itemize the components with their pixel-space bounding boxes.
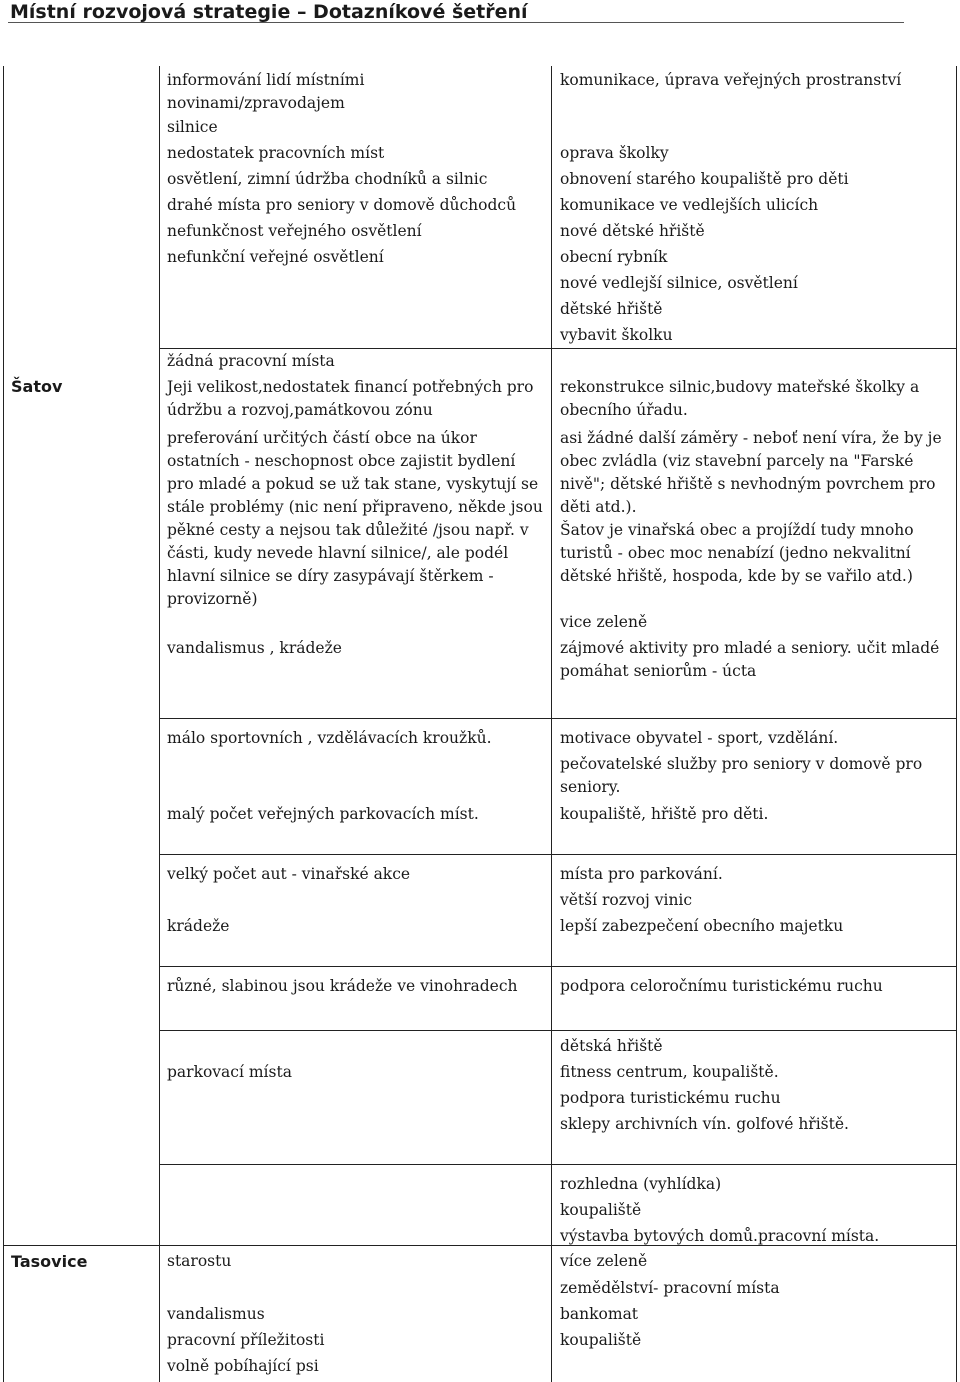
proposal-item: nové vedlejší silnice, osvětlení: [560, 274, 798, 292]
problem-item: silnice: [167, 118, 218, 136]
problem-item: pracovní příležitosti: [167, 1331, 325, 1349]
problem-item: parkovací místa: [167, 1063, 292, 1081]
grid-row-sep-5: [159, 1030, 957, 1031]
problem-item: starostu: [167, 1252, 232, 1270]
problem-item: drahé místa pro seniory v domově důchodců: [167, 196, 517, 214]
problem-item: žádná pracovní místa: [167, 352, 335, 370]
proposal-item: Šatov je vinařská obec a projíždí tudy mnoho turistů - obec moc nenabízí (jedno nekvalitní dětské hřiště, hospoda, kde by se vařilo atd.): [560, 521, 914, 585]
proposal-item: dětská hřiště: [560, 1037, 663, 1055]
proposal-item: vybavit školku: [560, 326, 673, 344]
grid-row-sep-4: [159, 966, 957, 967]
problem-item: nefunkční veřejné osvětlení: [167, 248, 384, 266]
proposal-item: rekonstrukce silnic,budovy mateřské školky a obecního úřadu.: [560, 378, 920, 419]
proposal-item: obecní rybník: [560, 248, 668, 266]
header-underline: [8, 22, 904, 23]
proposal-item: rozhledna (vyhlídka): [560, 1175, 722, 1193]
proposal-item: podpora turistickému ruchu: [560, 1089, 781, 1107]
village-name-tasovice: Tasovice: [11, 1252, 88, 1271]
problem-item: různé, slabinou jsou krádeže ve vinohradech: [167, 977, 518, 995]
problem-item: velký počet aut - vinařské akce: [167, 865, 411, 883]
page-header-title: Místní rozvojová strategie – Dotazníkové šetření: [10, 1, 528, 23]
proposal-item: více zeleně: [560, 1252, 648, 1270]
proposal-item: nové dětské hřiště: [560, 222, 705, 240]
proposal-item: podpora celoročnímu turistickému ruchu: [560, 977, 883, 995]
problem-item: vandalismus , krádeže: [167, 639, 342, 657]
proposal-item: bankomat: [560, 1305, 639, 1323]
grid-row-sep-6: [159, 1164, 957, 1165]
problem-item: nefunkčnost veřejného osvětlení: [167, 222, 422, 240]
problem-item: vandalismus: [167, 1305, 265, 1323]
proposal-item: komunikace, úprava veřejných prostranství: [560, 71, 902, 89]
problem-item: malý počet veřejných parkovacích míst.: [167, 805, 479, 823]
grid-col1-divider: [159, 66, 160, 1382]
proposal-item: koupaliště: [560, 1331, 642, 1349]
proposal-item: komunikace ve vedlejších ulicích: [560, 196, 819, 214]
problem-item: volně pobíhající psi: [167, 1357, 319, 1375]
grid-row-sep-2: [159, 718, 957, 719]
problem-item: nedostatek pracovních míst: [167, 144, 385, 162]
problem-item: málo sportovních , vzdělávacích kroužků.: [167, 729, 492, 747]
proposal-item: koupaliště, hřiště pro děti.: [560, 805, 769, 823]
problem-item: Jeji velikost,nedostatek financí potřebných pro údržbu a rozvoj,památkovou zónu: [167, 378, 534, 419]
proposal-item: sklepy archivních vín. golfové hřiště.: [560, 1115, 849, 1133]
problem-item: novinami/zpravodajem: [167, 94, 345, 112]
problem-item: osvětlení, zimní údržba chodníků a silnic: [167, 170, 488, 188]
proposal-item: zájmové aktivity pro mladé a seniory. učit mladé pomáhat seniorům - úcta: [560, 639, 940, 680]
problem-item: informování lidí místními: [167, 71, 365, 89]
proposal-item: obnovení starého koupaliště pro děti: [560, 170, 849, 188]
proposal-item: větší rozvoj vinic: [560, 891, 693, 909]
proposal-item: dětské hřiště: [560, 300, 663, 318]
grid-col2-divider: [551, 66, 552, 1382]
problem-item: krádeže: [167, 917, 230, 935]
proposal-item: asi žádné další záměry - neboť není víra, že by je obec zvládla (viz stavební parcely na "Farské nivě"; dětské hřiště s nevhodným povrchem pro děti atd.).: [560, 429, 942, 516]
village-name-satov: Šatov: [11, 377, 63, 396]
proposal-item: zemědělství- pracovní místa: [560, 1279, 780, 1297]
grid-row-sep-3: [159, 854, 957, 855]
proposal-item: vice zeleně: [560, 613, 648, 631]
grid-row-sep-1: [159, 348, 957, 349]
grid-left-border: [3, 66, 4, 1382]
proposal-item: pečovatelské služby pro seniory v domově pro seniory.: [560, 755, 923, 796]
proposal-item: výstavba bytových domů.pracovní místa.: [560, 1227, 880, 1245]
proposal-item: místa pro parkování.: [560, 865, 723, 883]
proposal-item: lepší zabezpečení obecního majetku: [560, 917, 844, 935]
proposal-item: oprava školky: [560, 144, 669, 162]
proposal-item: fitness centrum, koupaliště.: [560, 1063, 779, 1081]
proposal-item: koupaliště: [560, 1201, 642, 1219]
grid-right-border: [956, 66, 957, 1382]
proposal-item: motivace obyvatel - sport, vzdělání.: [560, 729, 839, 747]
problem-item: preferování určitých částí obce na úkor ostatních - neschopnost obce zajistit bydlení pro mladé a pokud se už tak stane, vyskytují se stále problémy (nic není připraveno, někde jsou pěkné cesty a nejsou tak důležité /jsou např. v části, kudy nevede hlavní silnice/, ale podél hlavní silnice se díry zasypávají štěrkem - provizorně): [167, 429, 543, 608]
